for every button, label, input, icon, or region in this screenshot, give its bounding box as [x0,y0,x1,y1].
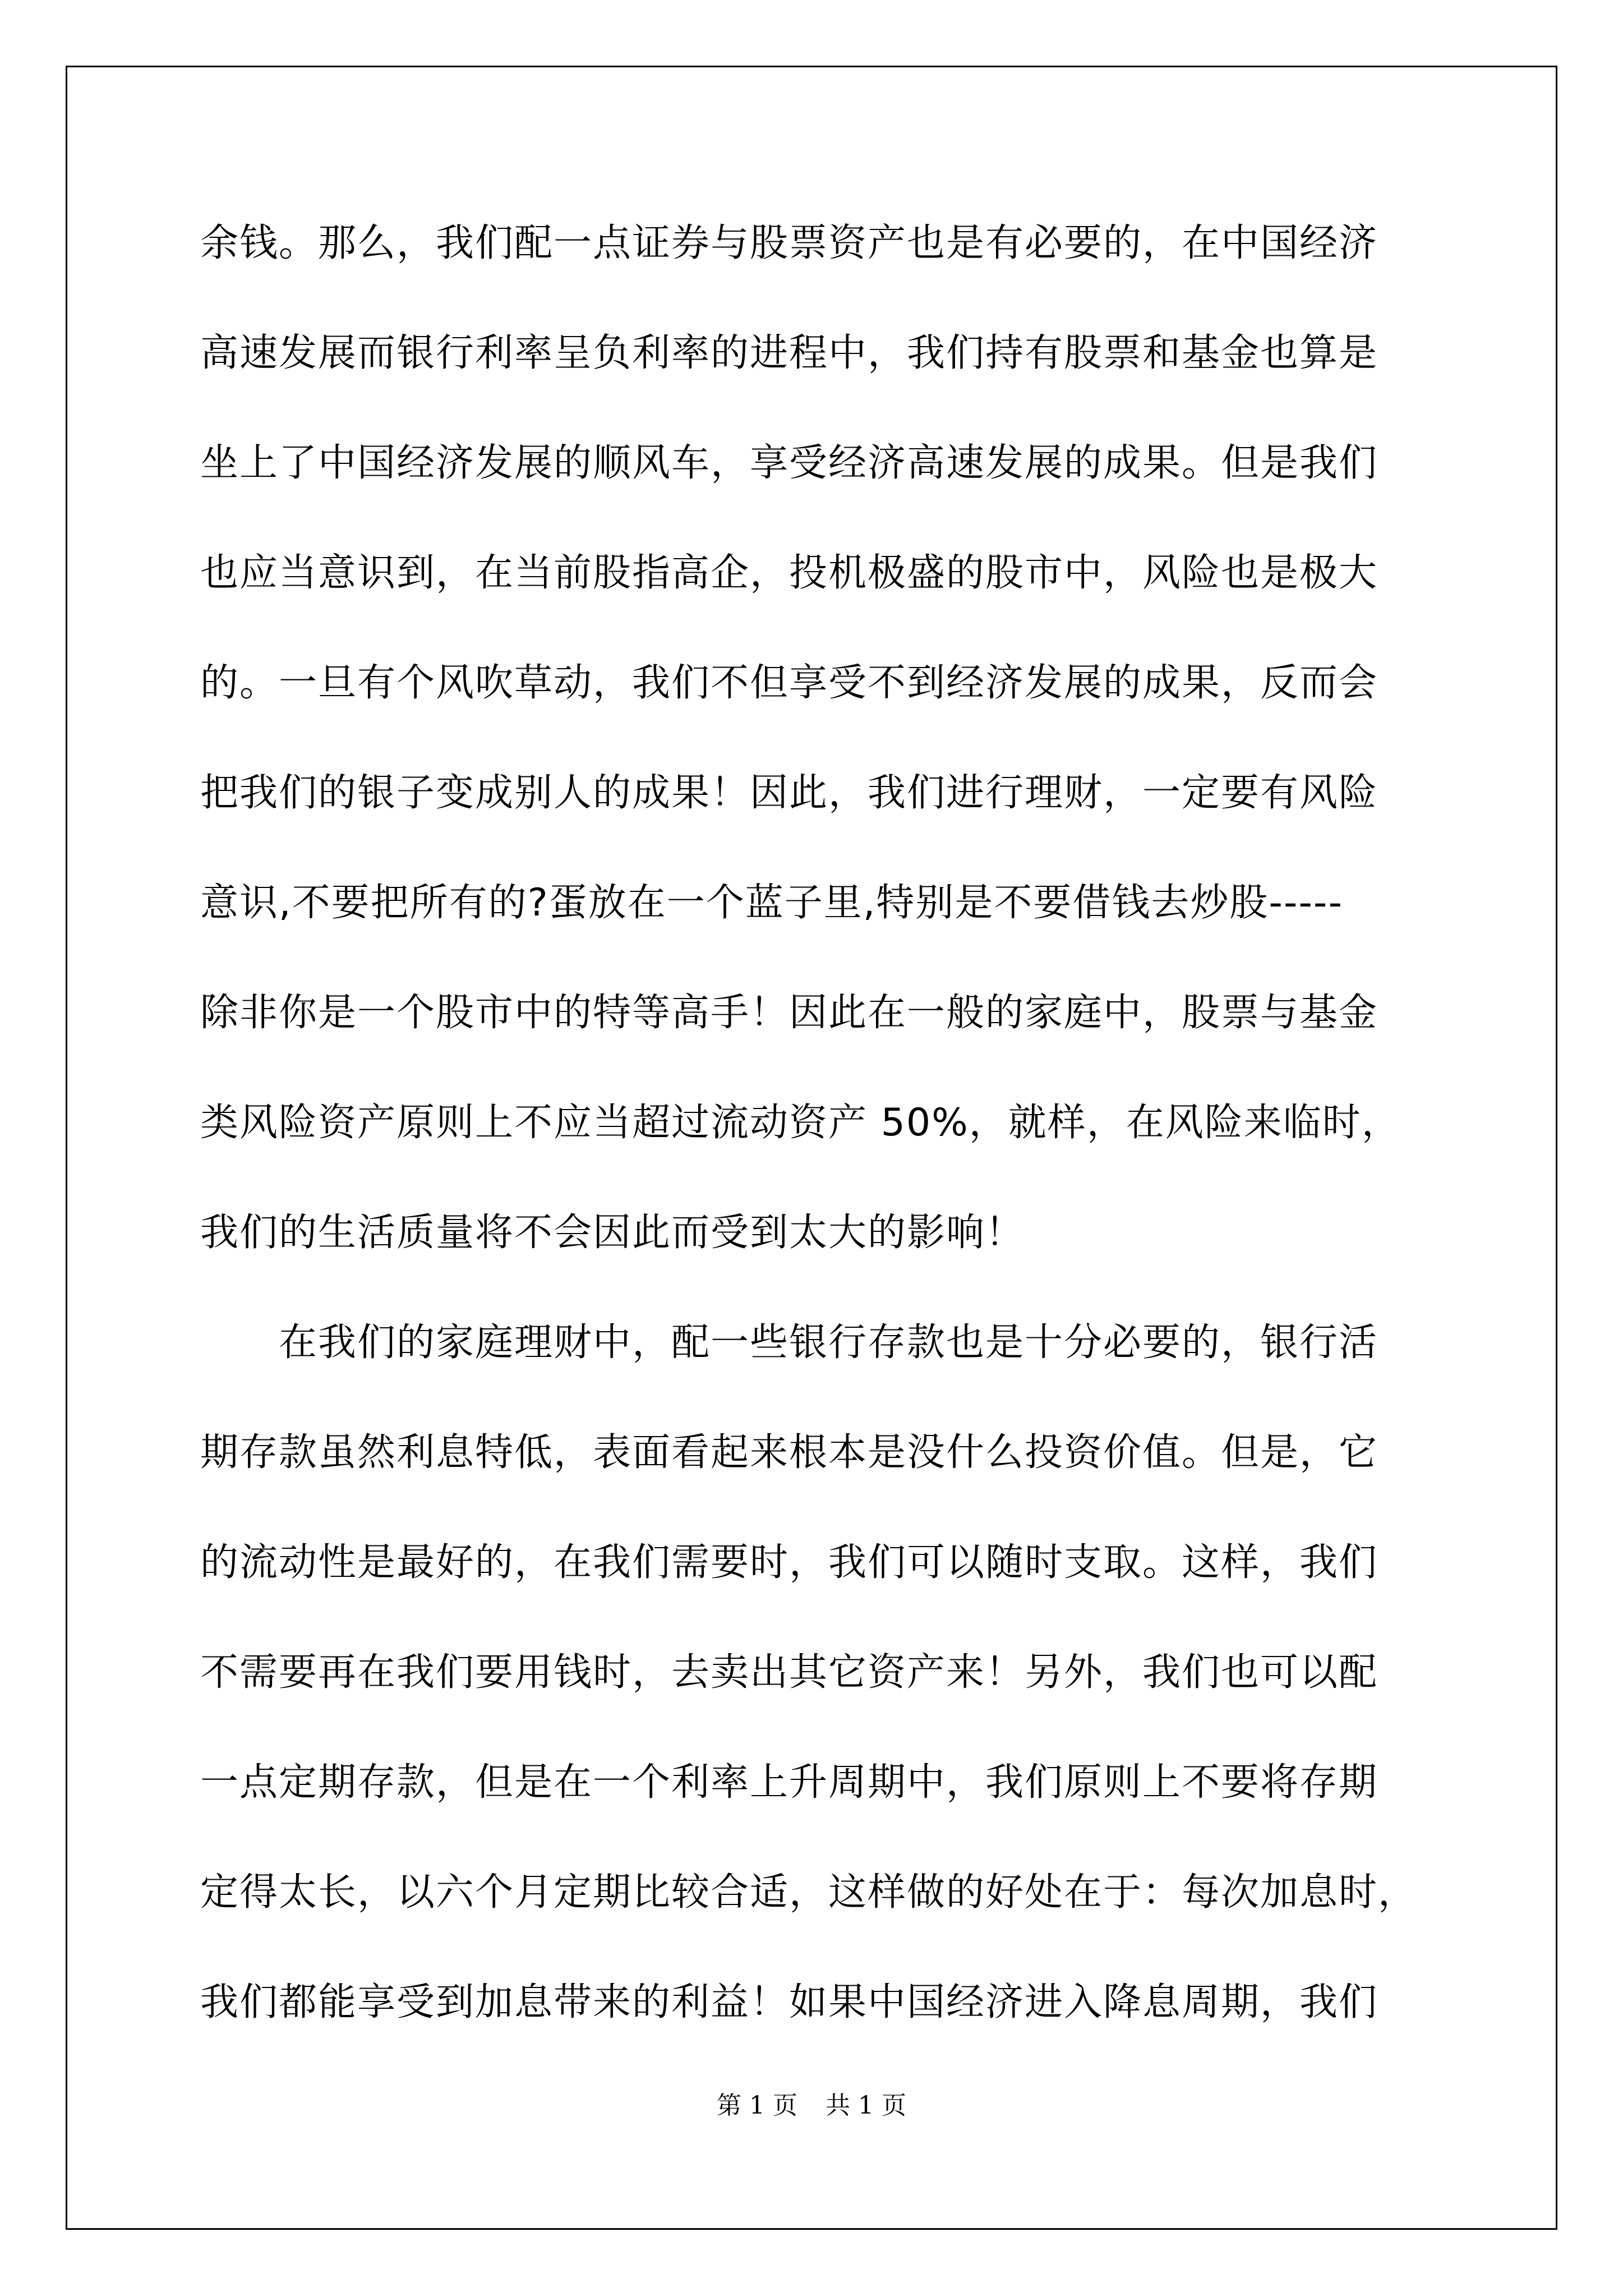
text-line: 我们都能享受到加息带来的利益！如果中国经济进入降息周期，我们 [200,1980,1378,2024]
text-line: 我们的生活质量将不会因此而受到太大的影响！ [200,1211,1025,1255]
text-line: 一点定期存款，但是在一个利率上升周期中，我们原则上不要将存期 [200,1760,1378,1805]
text-line: 意识,不要把所有的?蛋放在一个蓝子里,特别是不要借钱去炒股----- [200,881,1344,925]
text-line: 除非你是一个股市中的特等高手！因此在一般的家庭中，股票与基金 [200,991,1378,1035]
text-line: 高速发展而银行利率呈负利率的进程中，我们持有股票和基金也算是 [200,331,1378,375]
page-footer [0,2091,1623,2120]
text-line: 不需要再在我们要用钱时，去卖出其它资产来！另外，我们也可以配 [200,1650,1378,1695]
text-line: 把我们的银子变成别人的成果！因此，我们进行理财，一定要有风险 [200,771,1378,815]
text-line: 余钱。那么，我们配一点证券与股票资产也是有必要的，在中国经济 [200,221,1378,265]
text-line: 定得太长，以六个月定期比较合适，这样做的好处在于：每次加息时， [200,1870,1418,1915]
text-line: 坐上了中国经济发展的顺风车，享受经济高速发展的成果。但是我们 [200,441,1378,485]
text-line: 也应当意识到，在当前股指高企，投机极盛的股市中，风险也是极大 [200,551,1378,595]
text-line: 的流动性是最好的，在我们需要时，我们可以随时支取。这样，我们 [200,1540,1378,1585]
text-line: 类风险资产原则上不应当超过流动资产 50%，就样，在风险来临时， [200,1101,1401,1145]
page-number: 第 1 页 [717,2091,797,2120]
paragraph-first-line: 在我们的家庭理财中，配一些银行存款也是十分必要的，银行活 [279,1320,1378,1365]
page-total: 共 1 页 [826,2091,906,2120]
text-line: 的。一旦有个风吹草动，我们不但享受不到经济发展的成果，反而会 [200,661,1378,705]
text-line: 期存款虽然利息特低，表面看起来根本是没什么投资价值。但是，它 [200,1430,1378,1475]
